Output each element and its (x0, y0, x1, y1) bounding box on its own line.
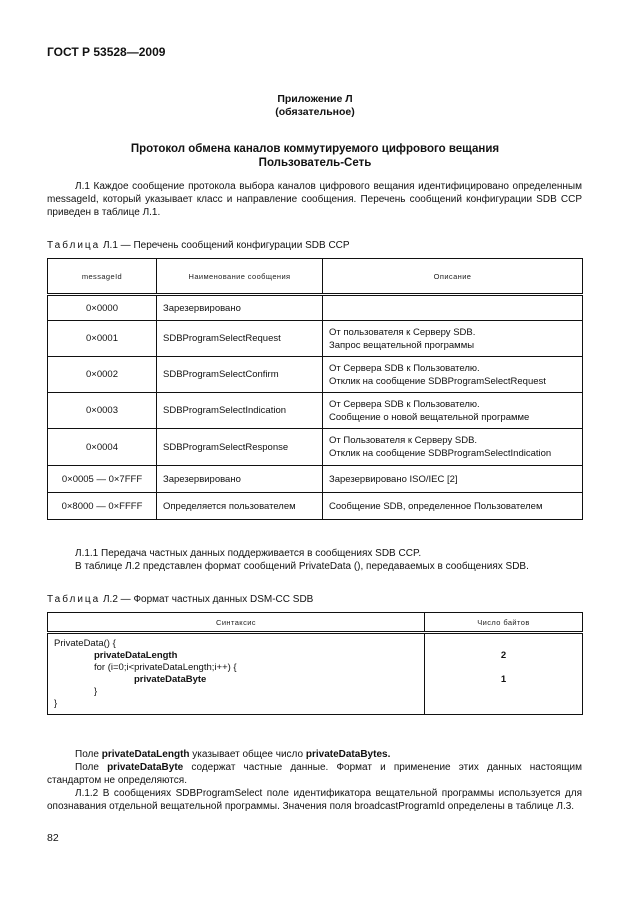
cell-desc (323, 295, 583, 321)
table-row (48, 466, 583, 493)
appendix-status: (обязательное) (275, 106, 355, 118)
table-row (48, 357, 583, 393)
cell-name: SDBProgramSelectIndication (157, 393, 323, 429)
field-name: privateDataByte (107, 762, 184, 773)
table-row (48, 321, 583, 357)
cell-desc (323, 393, 583, 429)
code-line: } (94, 686, 98, 697)
field-name: privateDataLength (101, 749, 190, 760)
cell-name: Определяется пользователем (157, 493, 323, 520)
header-name: Наименование сообщения (157, 259, 323, 295)
table-header-row (48, 259, 583, 295)
table2-caption (47, 594, 313, 605)
text: указывает общее число (189, 749, 306, 760)
desc-line: Отклик на сообщение SDBProgramSelectRequest (329, 375, 546, 387)
cell-name: Зарезервировано (157, 466, 323, 493)
header-messageid: messageId (48, 259, 157, 295)
paragraph-l1: Л.1 Каждое сообщение протокола выбора каналов цифрового вещания идентифицировано определенным messageId, который указывает класс и направление сообщения. Перечень сообщений конфигурации SDB CCP приведен в таблице Л.1. (47, 181, 582, 218)
table-row (48, 633, 583, 715)
message-config-table (47, 258, 583, 520)
code-line: for (i=0;i<privateDataLength;i++) { (94, 662, 237, 673)
document-id: ГОСТ Р 53528—2009 (47, 45, 166, 59)
paragraph-line: В таблице Л.2 представлен формат сообщений PrivateData (), передаваемых в сообщениях SDB. (75, 561, 529, 572)
text: содержат частные данные. Формат и применение этих данных настоящим стандартом не определяются. (47, 762, 582, 786)
desc-line: От Пользователя к Серверу SDB. (329, 435, 478, 446)
table2-caption-text: Л.2 — Формат частных данных DSM-CC SDB (100, 594, 314, 605)
code-line: privateDataLength (94, 650, 178, 661)
section-title (0, 142, 630, 170)
code-line: privateDataByte (134, 674, 207, 685)
text: Поле (75, 762, 108, 773)
cell-desc (323, 357, 583, 393)
table1-caption (47, 240, 350, 251)
table-header-row (48, 613, 583, 633)
cell-desc (323, 321, 583, 357)
code-line: } (54, 698, 58, 709)
cell-name: SDBProgramSelectResponse (157, 429, 323, 466)
bytes-value: 1 (500, 674, 507, 685)
bytes-value: 2 (500, 650, 507, 661)
bytes-cell (425, 633, 583, 715)
cell-id: 0×0001 (48, 321, 157, 357)
cell-desc: Зарезервировано ISO/IEC [2] (323, 466, 583, 493)
cell-id: 0×0005 — 0×7FFF (48, 466, 157, 493)
cell-id: 0×0003 (48, 393, 157, 429)
cell-name: SDBProgramSelectConfirm (157, 357, 323, 393)
header-syntax: Синтаксис (48, 613, 425, 633)
header-description: Описание (323, 259, 583, 295)
table-row (48, 393, 583, 429)
desc-line: От пользователя к Серверу SDB. (329, 326, 476, 338)
appendix-heading (0, 93, 630, 119)
desc-line: Отклик на сообщение SDBProgramSelectIndication (329, 448, 552, 459)
field-name: privateDataBytes. (305, 749, 391, 760)
cell-id: 0×0000 (48, 295, 157, 321)
desc-line: Сообщение о новой вещательной программе (329, 411, 530, 423)
table-row (48, 295, 583, 321)
table1-caption-text: Л.1 — Перечень сообщений конфигурации SDB CCP (100, 240, 350, 251)
cell-name: Зарезервировано (157, 295, 323, 321)
code-line: PrivateData() { (54, 638, 116, 649)
cell-id: 0×8000 — 0×FFFF (48, 493, 157, 520)
paragraph-l1-2: Л.1.2 В сообщениях SDBProgramSelect поле идентификатора вещательной программы используется для опознавания отдельной вещательной программы. Значения поля broadcastProgramId определены в таблице Л.3. (47, 788, 582, 812)
paragraph-field-length (47, 748, 582, 761)
table2-caption-prefix: Таблица (47, 594, 101, 605)
syntax-cell (48, 633, 425, 715)
cell-desc (323, 429, 583, 466)
cell-desc: Сообщение SDB, определенное Пользователем (323, 493, 583, 520)
appendix-title: Приложение Л (277, 93, 353, 105)
desc-line: Запрос вещательной программы (329, 339, 475, 351)
table1-caption-prefix: Таблица (47, 240, 101, 251)
paragraph-field-byte (47, 761, 582, 787)
section-title-line2: Пользователь-Сеть (258, 157, 372, 169)
paragraph-l1-1 (47, 547, 582, 573)
cell-name: SDBProgramSelectRequest (157, 321, 323, 357)
table-row (48, 493, 583, 520)
cell-id: 0×0002 (48, 357, 157, 393)
page-number: 82 (47, 832, 59, 844)
text: Поле (75, 749, 102, 760)
desc-line: От Сервера SDB к Пользователю. (329, 362, 480, 374)
desc-line: От Сервера SDB к Пользователю. (329, 398, 480, 410)
private-data-format-table (47, 612, 583, 715)
table-row (48, 429, 583, 466)
paragraph-line: Л.1.1 Передача частных данных поддерживается в сообщениях SDB CCP. (75, 548, 422, 559)
cell-id: 0×0004 (48, 429, 157, 466)
header-bytes: Число байтов (425, 613, 583, 633)
section-title-line1: Протокол обмена каналов коммутируемого цифрового вещания (130, 143, 500, 155)
